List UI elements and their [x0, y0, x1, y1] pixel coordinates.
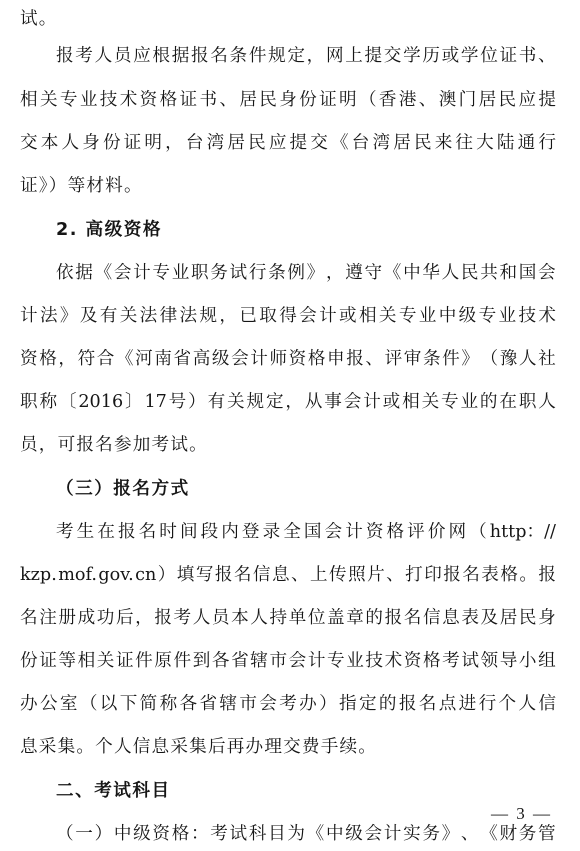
text-line-9: 资 格 ， 符 合 《 河 南 省 高 级 会 计 师 资 格 申 报 、 评 审 条 件 》 （ 豫 人 社	[20, 349, 556, 369]
section-heading-registration: （三）报名方式	[56, 479, 190, 499]
text-line-20: （ 一 ） 中 级 资 格 ： 考 试 科 目 为 《 中 级 会 计 实 务 》 、 《 财 务 管	[56, 824, 556, 844]
text-line-16: 份 证 等 相 关 证 件 原 件 到 各 省 辖 市 会 计 专 业 技 术 资 格 考 试 领 导 小 组	[20, 651, 556, 671]
text-line-2: 报 考 人 员 应 根 据 报 名 条 件 规 定 ， 网 上 提 交 学 历 或 学 位 证 书 、	[56, 46, 556, 66]
text-line-18: 息采集。个人信息采集后再办理交费手续。	[20, 737, 378, 757]
text-line-8: 计 法 》 及 有 关 法 律 法 规 ， 已 取 得 会 计 或 相 关 专 业 中 级 专 业 技 术	[20, 306, 556, 326]
text-line-15: 名 注 册 成 功 后 ， 报 考 人 员 本 人 持 单 位 盖 章 的 报 名 信 息 表 及 居 民 身	[20, 608, 556, 628]
section-heading-senior: 2. 高级资格	[56, 220, 162, 240]
text-line-3: 相 关 专 业 技 术 资 格 证 书 、 居 民 身 份 证 明 （ 香 港 、 澳 门 居 民 应 提	[20, 90, 556, 110]
section-heading-exam-subjects: 二、考试科目	[56, 781, 171, 801]
page-number: — 3 —	[491, 804, 552, 823]
text-line-5: 证》）等材料。	[20, 176, 143, 196]
text-line-11: 员，可报名参加考试。	[20, 435, 208, 455]
text-line-10: 职 称 〔 2016 〕 17 号 ） 有 关 规 定 ， 从 事 会 计 或 相 关 专 业 的 在 职 人	[20, 392, 556, 412]
text-line-7: 依 据 《 会 计 专 业 职 务 试 行 条 例 》 ， 遵 守 《 中 华 人 民 共 和 国 会	[56, 263, 556, 283]
text-line-4: 交 本 人 身 份 证 明 ， 台 湾 居 民 应 提 交 《 台 湾 居 民 来 往 大 陆 通 行	[20, 133, 556, 153]
text-line-13: 考 生 在 报 名 时 间 段 内 登 录 全 国 会 计 资 格 评 价 网 （ http：//	[56, 522, 556, 542]
text-line-17: 办 公 室 （ 以 下 简 称 各 省 辖 市 会 考 办 ） 指 定 的 报 名 点 进 行 个 人 信	[20, 694, 556, 714]
text-line-1: 试。	[20, 9, 58, 29]
text-line-14: kzp. mof. gov. cn ） 填 写 报 名 信 息 、 上 传 照 片 、 打 印 报 名 表 格 。 报	[20, 565, 556, 585]
